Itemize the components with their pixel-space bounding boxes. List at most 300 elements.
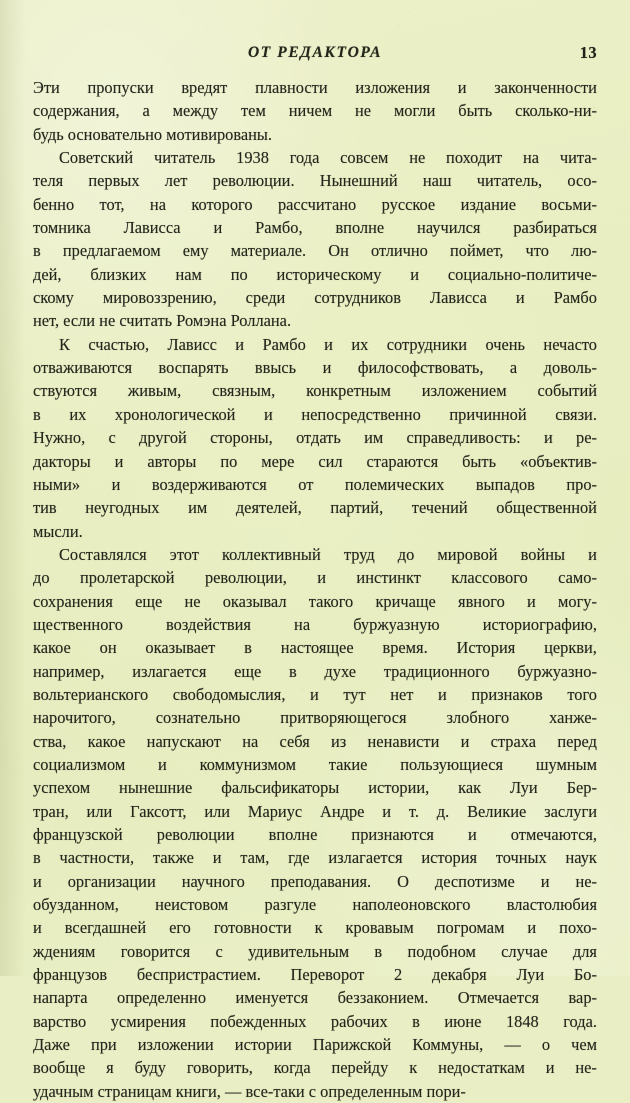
- word: отлично: [370, 241, 428, 261]
- word: воздерживаются: [151, 474, 267, 494]
- word: труд: [343, 544, 375, 564]
- word: отмечаются,: [510, 825, 597, 844]
- word: пролетарской: [79, 568, 175, 588]
- word: вар-: [568, 988, 597, 1008]
- word: излагается: [132, 661, 207, 681]
- word: неугодных: [85, 498, 160, 518]
- running-head-title: ОТ РЕДАКТОРА: [247, 44, 383, 61]
- text-line: [33, 566, 597, 589]
- word: живым,: [127, 381, 182, 401]
- paragraph: [33, 333, 597, 543]
- word: материале.: [230, 241, 307, 261]
- word: буржуазную: [353, 614, 440, 634]
- word: до: [33, 568, 50, 588]
- word: авторы: [147, 451, 197, 471]
- word: тот,: [99, 194, 125, 214]
- word: теля: [33, 171, 64, 191]
- word: Рамбо: [553, 288, 597, 308]
- text-line: [33, 216, 597, 239]
- word: хронологической: [114, 404, 236, 424]
- text-line: [33, 846, 597, 869]
- text-line: [33, 333, 597, 356]
- word: событий: [537, 381, 597, 401]
- word: Рамбо,: [255, 218, 303, 238]
- word: первых: [88, 171, 140, 191]
- word: дей,: [33, 264, 62, 284]
- word: читатель,: [476, 171, 543, 191]
- word: Бо-: [573, 965, 597, 985]
- word: еще: [234, 661, 262, 681]
- word: воздействия: [166, 614, 251, 634]
- word: время.: [382, 638, 428, 658]
- word: вредят: [181, 78, 228, 97]
- word: революции: [156, 825, 235, 844]
- word: вполне: [268, 825, 318, 844]
- word: в: [33, 404, 41, 424]
- word: Даже: [33, 1035, 70, 1055]
- word: напарта: [33, 988, 88, 1008]
- word: сохранения: [33, 591, 113, 611]
- word: нам: [175, 264, 202, 284]
- text-line: [33, 753, 597, 776]
- word: говорится: [120, 941, 191, 961]
- word: и: [588, 544, 597, 564]
- word: вполне: [335, 218, 385, 238]
- text-line: будь основательно мотивированы.: [33, 124, 273, 144]
- word: от: [298, 474, 314, 494]
- word: по: [230, 264, 248, 284]
- word: частности,: [59, 848, 135, 868]
- word: ввысь: [254, 358, 297, 378]
- word: связным,: [212, 381, 276, 401]
- text-line: [33, 193, 597, 216]
- text-line: [33, 683, 597, 706]
- word: точных: [495, 848, 547, 868]
- word: и: [114, 451, 124, 471]
- word: в: [33, 241, 41, 261]
- word: организации: [67, 871, 156, 891]
- word: научился: [417, 218, 481, 238]
- word: чита-: [559, 148, 597, 168]
- text-line: [33, 379, 597, 402]
- word: излагается: [328, 848, 403, 868]
- word: варство: [33, 1011, 87, 1031]
- word: преподавания.: [270, 871, 372, 891]
- word: близких: [90, 264, 147, 284]
- word: деспотизме: [434, 871, 515, 891]
- word: Лависса: [429, 288, 487, 308]
- word: сколько-ни-: [515, 101, 597, 121]
- word: и: [438, 684, 447, 704]
- word: щественного: [33, 614, 123, 634]
- word: философствовать,: [357, 358, 484, 378]
- word: июне: [444, 1011, 482, 1031]
- word: усмирения: [110, 1011, 186, 1031]
- word: осо-: [567, 171, 597, 191]
- word: быть: [458, 101, 493, 121]
- text-line: [33, 76, 597, 99]
- word: не: [355, 101, 372, 121]
- word: того: [567, 684, 597, 704]
- word: и: [324, 334, 333, 354]
- word: Составлялся: [59, 544, 147, 564]
- word: изложении: [137, 1035, 214, 1055]
- word: между: [172, 101, 219, 121]
- word: такого: [308, 591, 354, 611]
- word: русское: [381, 194, 436, 214]
- word: и: [460, 731, 470, 751]
- word: также: [152, 848, 194, 868]
- text-line: нет, если не считать Ромэна Роллана.: [33, 311, 292, 331]
- word: шумным: [535, 754, 597, 774]
- word: злобного: [446, 708, 510, 728]
- text-line: [33, 146, 597, 169]
- text-line: [33, 356, 597, 379]
- word: деятелей,: [235, 498, 302, 518]
- word: инстинкт: [356, 568, 421, 588]
- word: он: [99, 638, 117, 658]
- word: связи.: [555, 404, 597, 424]
- text-line: [33, 706, 597, 729]
- text-line: [33, 450, 597, 473]
- word: погромам: [436, 918, 505, 938]
- word: разгуле: [264, 895, 317, 915]
- word: напускают: [146, 731, 221, 751]
- word: им: [188, 498, 208, 518]
- word: коммунизмом: [199, 754, 296, 774]
- word: им: [364, 428, 384, 448]
- text-line: [33, 1056, 597, 1079]
- word: издание: [460, 194, 516, 214]
- word: беззаконием.: [337, 988, 429, 1008]
- word: справедливость:: [406, 428, 521, 448]
- word: при: [90, 1035, 117, 1055]
- word: изложением: [421, 381, 507, 401]
- word: Мариус: [247, 801, 303, 821]
- word: могли: [393, 101, 436, 121]
- word: и: [33, 871, 42, 891]
- text-line: [33, 893, 597, 916]
- word: мировой: [437, 544, 498, 564]
- text-line: [33, 263, 597, 286]
- word: года: [289, 148, 320, 168]
- word: неистовом: [155, 895, 229, 915]
- text-line: [33, 1033, 597, 1056]
- word: войны: [520, 544, 566, 564]
- paragraph: [33, 543, 597, 1103]
- word: перед: [557, 731, 597, 751]
- word: д.: [436, 801, 450, 821]
- word: Гаксотт,: [130, 801, 187, 821]
- word: рабочих: [330, 1011, 388, 1031]
- word: тут: [343, 684, 366, 704]
- word: как: [458, 778, 482, 798]
- word: кричаще: [375, 591, 436, 611]
- word: Коммуны,: [412, 1035, 484, 1055]
- word: ства,: [33, 731, 67, 751]
- word: социализмом: [33, 754, 126, 774]
- word: т.: [408, 801, 419, 821]
- word: про-: [566, 474, 597, 494]
- word: в: [244, 638, 252, 658]
- word: дакторы: [33, 451, 91, 471]
- word: оказывал: [222, 591, 287, 611]
- word: какое: [87, 731, 126, 751]
- word: а: [142, 101, 150, 121]
- word: не: [409, 148, 426, 168]
- word: в: [288, 661, 297, 681]
- word: скому: [33, 288, 74, 308]
- word: Советский: [59, 148, 134, 168]
- word: могу-: [558, 591, 597, 611]
- word: походит: [446, 148, 503, 168]
- word: до: [397, 544, 415, 564]
- word: определенно: [117, 988, 207, 1008]
- word: на: [149, 194, 166, 214]
- word: похо-: [559, 918, 597, 938]
- word: что: [525, 241, 549, 261]
- paragraph: [33, 76, 597, 146]
- word: сотрудников: [314, 288, 401, 308]
- text-line: [33, 823, 597, 846]
- word: совсем: [340, 148, 389, 168]
- word: буду: [134, 1058, 166, 1078]
- word: или: [86, 801, 113, 821]
- word: другой: [139, 428, 187, 448]
- word: непосредственно: [301, 404, 421, 424]
- word: изложения: [355, 78, 431, 97]
- word: и: [527, 918, 537, 938]
- text-line: [33, 426, 597, 449]
- word: вольтерианского: [33, 684, 149, 704]
- word: истории: [234, 1035, 292, 1055]
- word: или: [204, 801, 231, 821]
- text-line: [33, 613, 597, 636]
- word: себя: [279, 731, 310, 751]
- word: которого: [191, 194, 253, 214]
- text-line: [33, 986, 597, 1009]
- word: недостаткам: [438, 1058, 525, 1078]
- word: конкретным: [306, 381, 391, 401]
- word: Лависса: [123, 218, 181, 238]
- text-line: [33, 636, 597, 659]
- word: причинной: [449, 404, 527, 424]
- word: готовности: [213, 918, 292, 938]
- word: научного: [181, 871, 245, 891]
- word: страха: [490, 731, 537, 751]
- word: его: [169, 918, 191, 938]
- word: отваживаются: [33, 358, 133, 378]
- gutter-shadow: [0, 0, 26, 976]
- word: о: [541, 1035, 551, 1055]
- word: и: [382, 801, 392, 821]
- text-line: [33, 286, 597, 309]
- word: года.: [563, 1011, 597, 1031]
- word: кровавым: [345, 918, 414, 938]
- word: и: [235, 334, 245, 354]
- word: традиционного: [383, 661, 490, 681]
- word: революции.: [212, 171, 295, 191]
- word: ными»: [33, 474, 81, 494]
- word: Отмечается: [457, 988, 540, 1008]
- word: Парижской: [312, 1035, 392, 1055]
- word: Андре: [320, 801, 365, 821]
- word: случае: [501, 941, 548, 961]
- word: историческому: [276, 264, 382, 284]
- word: тив: [33, 498, 57, 518]
- word: восьми-: [541, 194, 597, 214]
- word: стараются: [366, 451, 439, 471]
- word: и: [317, 568, 327, 588]
- word: разбираться: [513, 218, 597, 238]
- word: и: [410, 264, 420, 284]
- word: когда: [273, 1058, 311, 1078]
- word: Лависс: [167, 334, 217, 354]
- word: и: [213, 218, 223, 238]
- word: нынешние: [119, 778, 193, 798]
- word: течений: [411, 498, 468, 518]
- page-number: 13: [579, 43, 597, 62]
- word: нет: [390, 684, 414, 704]
- word: тран,: [33, 801, 69, 821]
- word: партий,: [330, 498, 384, 518]
- word: французов: [33, 965, 108, 985]
- text-line: [33, 800, 597, 823]
- word: отдать: [296, 428, 341, 448]
- word: само-: [558, 568, 597, 588]
- word: нечасто: [543, 334, 597, 354]
- word: ненависти: [367, 731, 440, 751]
- word: 2: [394, 965, 403, 985]
- word: Он: [328, 241, 349, 261]
- word: на: [294, 614, 311, 634]
- text-line: [33, 543, 597, 566]
- word: очень: [485, 334, 526, 354]
- word: истории,: [368, 778, 430, 798]
- word: Бер-: [566, 778, 597, 798]
- word: к: [314, 918, 323, 938]
- word: воспарять: [158, 358, 229, 378]
- word: и: [457, 78, 467, 97]
- text-line: [33, 496, 597, 519]
- word: и: [467, 825, 477, 844]
- word: —: [504, 1035, 521, 1055]
- word: где: [288, 848, 310, 868]
- word: Эти: [33, 78, 60, 97]
- body-text-block: [33, 76, 597, 1103]
- word: Великие: [467, 801, 527, 821]
- word: например,: [33, 661, 105, 681]
- word: и: [264, 404, 273, 424]
- word: из: [331, 731, 347, 751]
- word: и: [545, 1058, 555, 1078]
- word: признаков: [471, 684, 543, 704]
- word: содержания,: [33, 101, 120, 121]
- word: и: [33, 918, 42, 938]
- word: ре-: [576, 428, 597, 448]
- word: не-: [575, 871, 597, 891]
- word: стороны,: [210, 428, 273, 448]
- word: декабря: [432, 965, 487, 985]
- word: удивительным: [248, 941, 350, 961]
- word: я: [106, 1058, 114, 1078]
- word: предлагаемом: [62, 241, 161, 261]
- word: сотрудники: [386, 334, 468, 354]
- word: пользующиеся: [400, 754, 504, 774]
- word: еще: [135, 591, 163, 611]
- word: выпадов: [475, 474, 535, 494]
- word: на: [242, 731, 259, 751]
- word: 1848: [505, 1011, 539, 1031]
- word: для: [572, 941, 597, 961]
- word: и: [310, 684, 319, 704]
- word: сил: [318, 451, 343, 471]
- word: и: [111, 474, 121, 494]
- word: среди: [245, 288, 286, 308]
- word: подобном: [407, 941, 476, 961]
- word: доволь-: [543, 358, 597, 378]
- word: такие: [328, 754, 368, 774]
- word: полемических: [344, 474, 445, 494]
- text-line: [33, 473, 597, 496]
- word: явного: [458, 591, 505, 611]
- text-line: [33, 730, 597, 753]
- word: «объектив-: [520, 451, 597, 471]
- word: тем: [241, 101, 266, 121]
- word: и: [544, 428, 553, 448]
- word: лю-: [571, 241, 597, 261]
- word: общественной: [496, 498, 597, 518]
- word: революции,: [204, 568, 287, 588]
- word: классового: [451, 568, 528, 588]
- word: обузданном,: [33, 895, 119, 915]
- word: историографию,: [482, 614, 597, 634]
- word: оказывает: [145, 638, 216, 658]
- word: мировоззрению,: [102, 288, 217, 308]
- word: читатель: [154, 148, 216, 168]
- word: ствуются: [33, 381, 98, 401]
- word: вообще: [33, 1058, 86, 1078]
- word: ждениям: [33, 941, 96, 961]
- word: к: [409, 1058, 418, 1078]
- text-line: [33, 239, 597, 262]
- word: история: [421, 848, 478, 868]
- running-head: [33, 44, 597, 68]
- word: законченности: [494, 78, 597, 97]
- word: заслуги: [544, 801, 597, 821]
- word: беспристрастием.: [136, 965, 261, 985]
- word: властолюбия: [506, 895, 597, 915]
- word: свободомыслия,: [172, 684, 286, 704]
- word: по: [220, 451, 238, 471]
- word: и: [515, 288, 525, 308]
- word: всегдашней: [64, 918, 147, 938]
- text-line: [33, 169, 597, 192]
- word: признаются: [351, 825, 434, 844]
- word: К: [59, 334, 70, 354]
- word: мере: [261, 451, 295, 471]
- word: 1938: [236, 148, 269, 168]
- word: с: [108, 428, 116, 448]
- paragraph: [33, 146, 597, 333]
- word: рассчитано: [277, 194, 357, 214]
- word: их: [69, 404, 87, 424]
- word: в: [374, 941, 383, 961]
- word: социально-политиче-: [447, 264, 597, 284]
- word: Луи: [510, 778, 538, 798]
- word: ханже-: [549, 708, 597, 728]
- word: буржуазно-: [517, 661, 597, 681]
